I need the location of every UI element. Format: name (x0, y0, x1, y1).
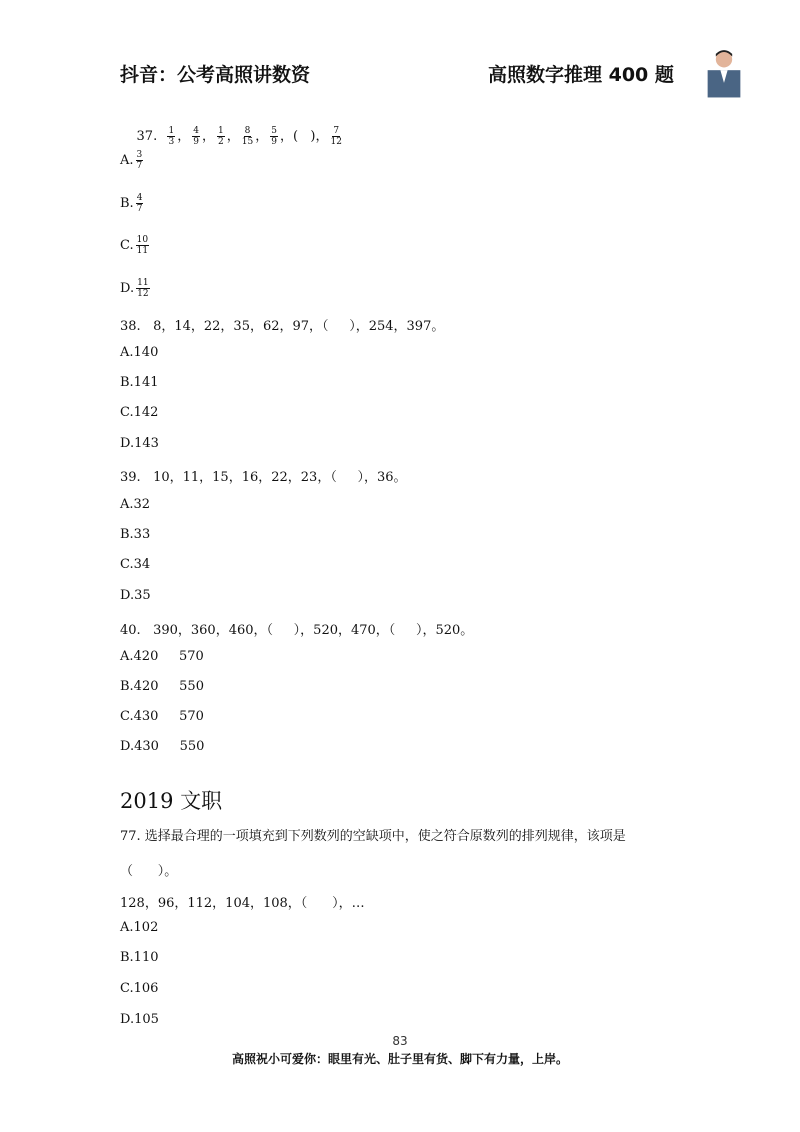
page-number: 83 (392, 1034, 408, 1048)
question-77-sequence: 128，96，112，104，108，（ ），… (120, 896, 365, 911)
header-right: 高照数字推理 400 题 (488, 64, 674, 86)
section-heading: 2019 文职 (120, 789, 223, 813)
option-c[interactable]: C.142 (120, 405, 159, 420)
option-d[interactable]: D. $\frac{11}{12}$ (120, 278, 149, 299)
fraction: $\frac{10}{11}$ (136, 235, 149, 256)
question-number: 37. (136, 129, 158, 144)
option-b[interactable]: B.33 (120, 527, 151, 542)
question-37: 37. $\frac{1}{3}$ ， $\frac{4}{9}$ ， $\frac{1}{2}$ ， $\frac{8}{15}$ ， $\frac{5}{9}$ ，( )， $\frac{7}{12}$ (136, 126, 342, 147)
fraction: $\frac{4}{9}$ (193, 126, 199, 147)
option-a[interactable]: A.140 (120, 345, 159, 360)
option-d[interactable]: D.105 (120, 1012, 159, 1027)
fraction: $\frac{7}{12}$ (330, 126, 342, 147)
fraction: $\frac{8}{15}$ (241, 126, 254, 147)
fraction: $\frac{1}{2}$ (217, 126, 224, 147)
option-d[interactable]: D.35 (120, 588, 151, 603)
option-d[interactable]: D.143 (120, 436, 159, 451)
author-photo (704, 44, 744, 100)
option-a[interactable]: A. $\frac{3}{7}$ (120, 150, 143, 171)
option-c[interactable]: C. $\frac{10}{11}$ (120, 235, 149, 256)
question-40: 40. 390，360，460，（ ），520，470，（ ），520。 (120, 623, 474, 638)
option-b[interactable]: B.420 550 (120, 679, 204, 694)
option-a[interactable]: A.32 (120, 497, 151, 512)
header-left: 抖音：公考高照讲数资 (120, 64, 311, 86)
option-b[interactable]: B.110 (120, 950, 159, 965)
question-39: 39. 10，11，15，16，22，23，（ ），36。 (120, 470, 407, 485)
option-a[interactable]: A.420 570 (120, 649, 204, 664)
option-a[interactable]: A.102 (120, 920, 159, 935)
footer-slogan: 高照祝小可爱你：眼里有光、肚子里有货、脚下有力量，上岸。 (231, 1052, 568, 1066)
fraction: $\frac{5}{9}$ (271, 126, 277, 147)
option-d[interactable]: D.430 550 (120, 739, 205, 754)
option-c[interactable]: C.106 (120, 981, 159, 996)
option-c[interactable]: C.34 (120, 557, 151, 572)
fraction: $\frac{1}{3}$ (168, 126, 175, 147)
question-38: 38. 8，14，22，35，62，97，（ ），254，397。 (120, 319, 445, 334)
blank: ( ) (292, 129, 316, 144)
fraction: $\frac{11}{12}$ (137, 278, 149, 299)
question-77: 77. 选择最合理的一项填充到下列数列的空缺项中，使之符合原数列的排列规律，该项是 (120, 829, 626, 844)
question-77-blank: （ ）。 (120, 864, 178, 879)
option-b[interactable]: B.141 (120, 375, 159, 390)
fraction: $\frac{4}{7}$ (136, 193, 143, 214)
fraction: $\frac{3}{7}$ (136, 150, 143, 171)
option-b[interactable]: B. $\frac{4}{7}$ (120, 193, 143, 214)
option-c[interactable]: C.430 570 (120, 709, 204, 724)
